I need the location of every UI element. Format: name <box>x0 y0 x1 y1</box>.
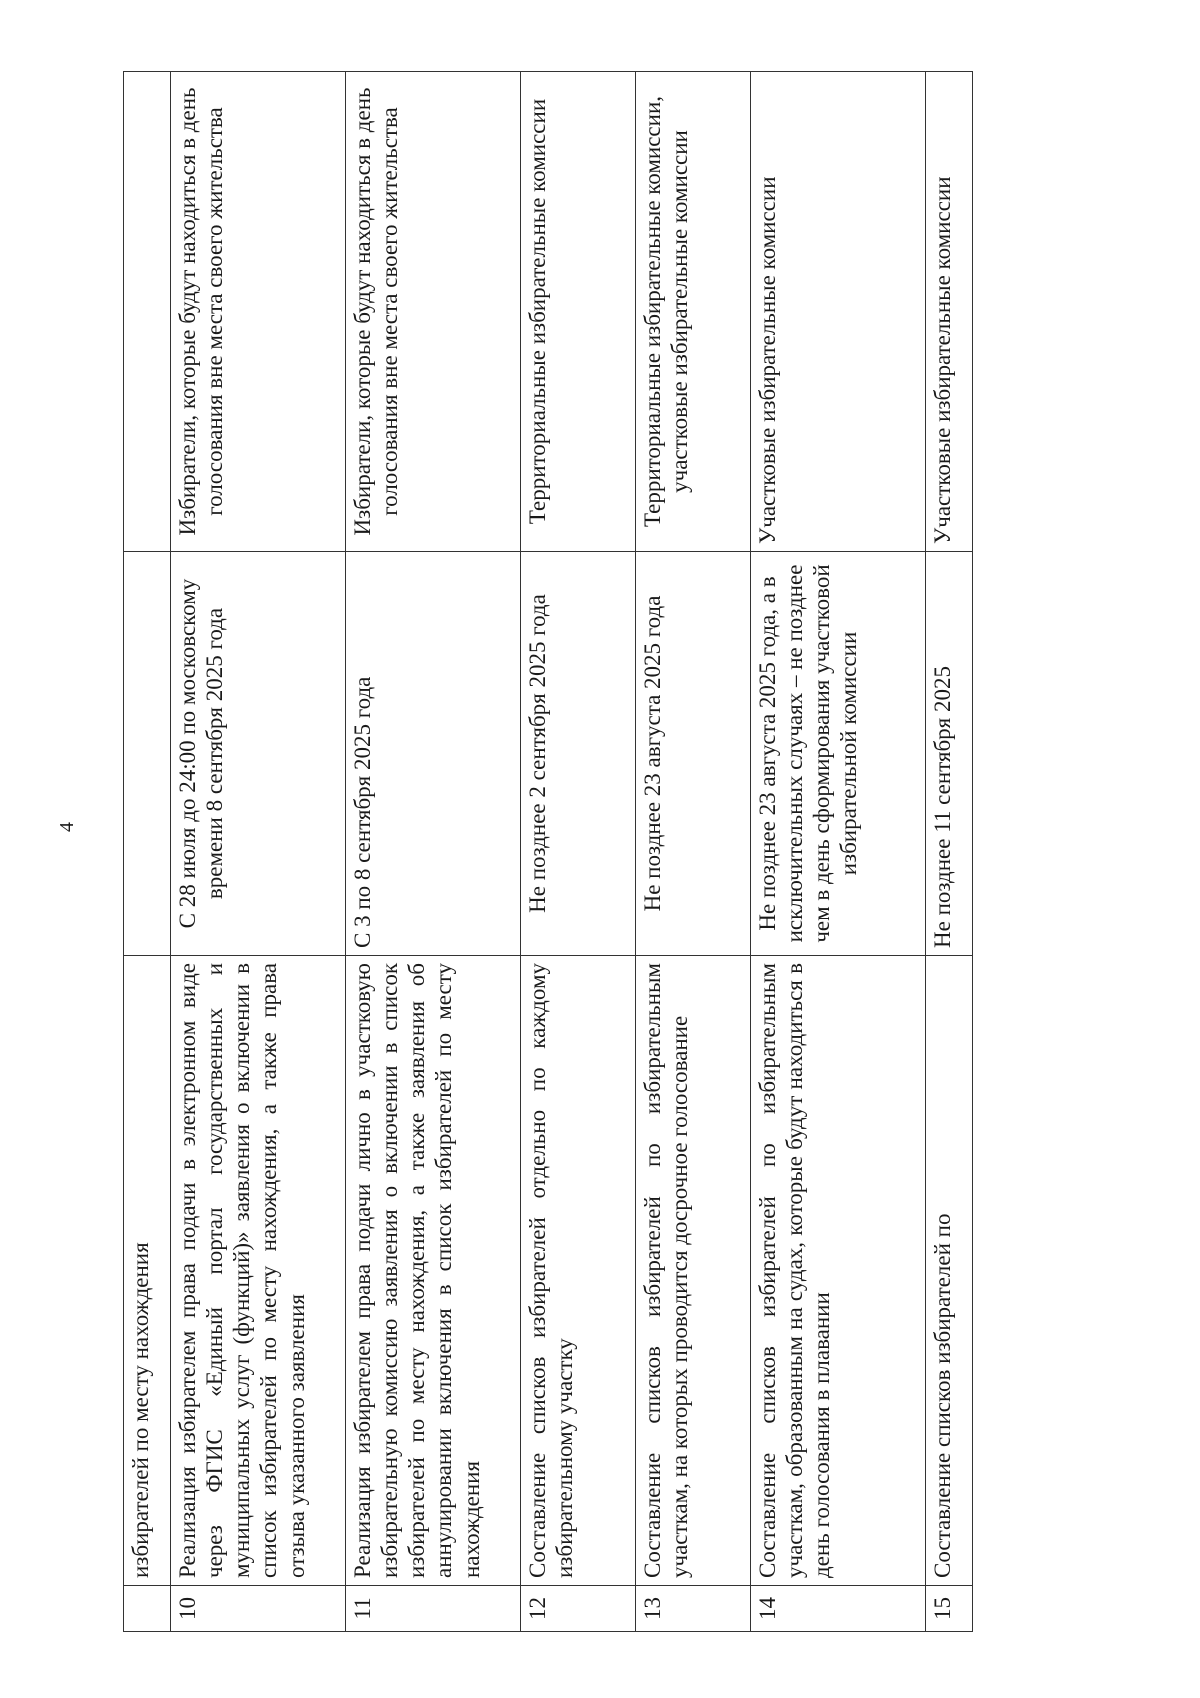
row-number: 12 <box>521 1586 636 1632</box>
executor-cell <box>124 72 171 552</box>
event-description: Реализация избирателем права подачи лично в участковую избирательную комиссию заявления о включении в список избирателей по месту нахождения, а также заявления об аннулировании включения в список избирателей по месту нахождения <box>346 956 521 1586</box>
row-number: 10 <box>171 1586 346 1632</box>
continuation-text: избирателей по месту нахождения <box>124 956 171 1586</box>
table-row <box>636 72 751 1632</box>
event-term: Не позднее 2 сентября 2025 года <box>521 552 636 956</box>
row-number: 15 <box>926 1586 973 1632</box>
event-description: Составление списков избирателей по избирательным участкам, образованным на судах, которые будут находиться в день голосования в плавании <box>751 956 926 1586</box>
event-executor: Участковые избирательные комиссии <box>926 72 973 552</box>
event-description: Составление списков избирателей по избирательным участкам, на которых проводится досрочное голосование <box>636 956 751 1586</box>
table-row <box>124 72 171 1632</box>
event-description: Составление списков избирателей по <box>926 956 973 1586</box>
event-term: С 28 июля до 24:00 по московскому времени 8 сентября 2025 года <box>171 552 346 956</box>
row-number: 14 <box>751 1586 926 1632</box>
event-term: С 3 по 8 сентября 2025 года <box>346 552 521 956</box>
row-number-cell <box>124 1586 171 1632</box>
row-number: 13 <box>636 1586 751 1632</box>
table-row <box>171 72 346 1632</box>
row-number: 11 <box>346 1586 521 1632</box>
event-executor: Избиратели, которые будут находиться в день голосования вне места своего жительства <box>346 72 521 552</box>
event-executor: Территориальные избирательные комиссии <box>521 72 636 552</box>
table-row <box>346 72 521 1632</box>
event-executor: Территориальные избирательные комиссии, участковые избирательные комиссии <box>636 72 751 552</box>
rotated-table-container <box>123 72 1083 1632</box>
table-row <box>926 72 973 1632</box>
event-executor: Избиратели, которые будут находиться в день голосования вне места своего жительства <box>171 72 346 552</box>
page-number: 4 <box>56 822 78 832</box>
schedule-table <box>123 71 973 1632</box>
event-executor: Участковые избирательные комиссии <box>751 72 926 552</box>
term-cell <box>124 552 171 956</box>
event-description: Реализация избирателем права подачи в электронном виде через ФГИС «Единый портал государственных и муниципальных услуг (функций)» заявления о включении в список избирателей по месту нахождения, а также права отзыва указанного заявления <box>171 956 346 1586</box>
event-term: Не позднее 23 августа 2025 года <box>636 552 751 956</box>
table-row <box>751 72 926 1632</box>
event-term: Не позднее 11 сентября 2025 <box>926 552 973 956</box>
event-description: Составление списков избирателей отдельно по каждому избирательному участку <box>521 956 636 1586</box>
event-term: Не позднее 23 августа 2025 года, а в исключительных случаях – не позднее чем в день сформирования участковой избирательной комиссии <box>751 552 926 956</box>
table-row <box>521 72 636 1632</box>
